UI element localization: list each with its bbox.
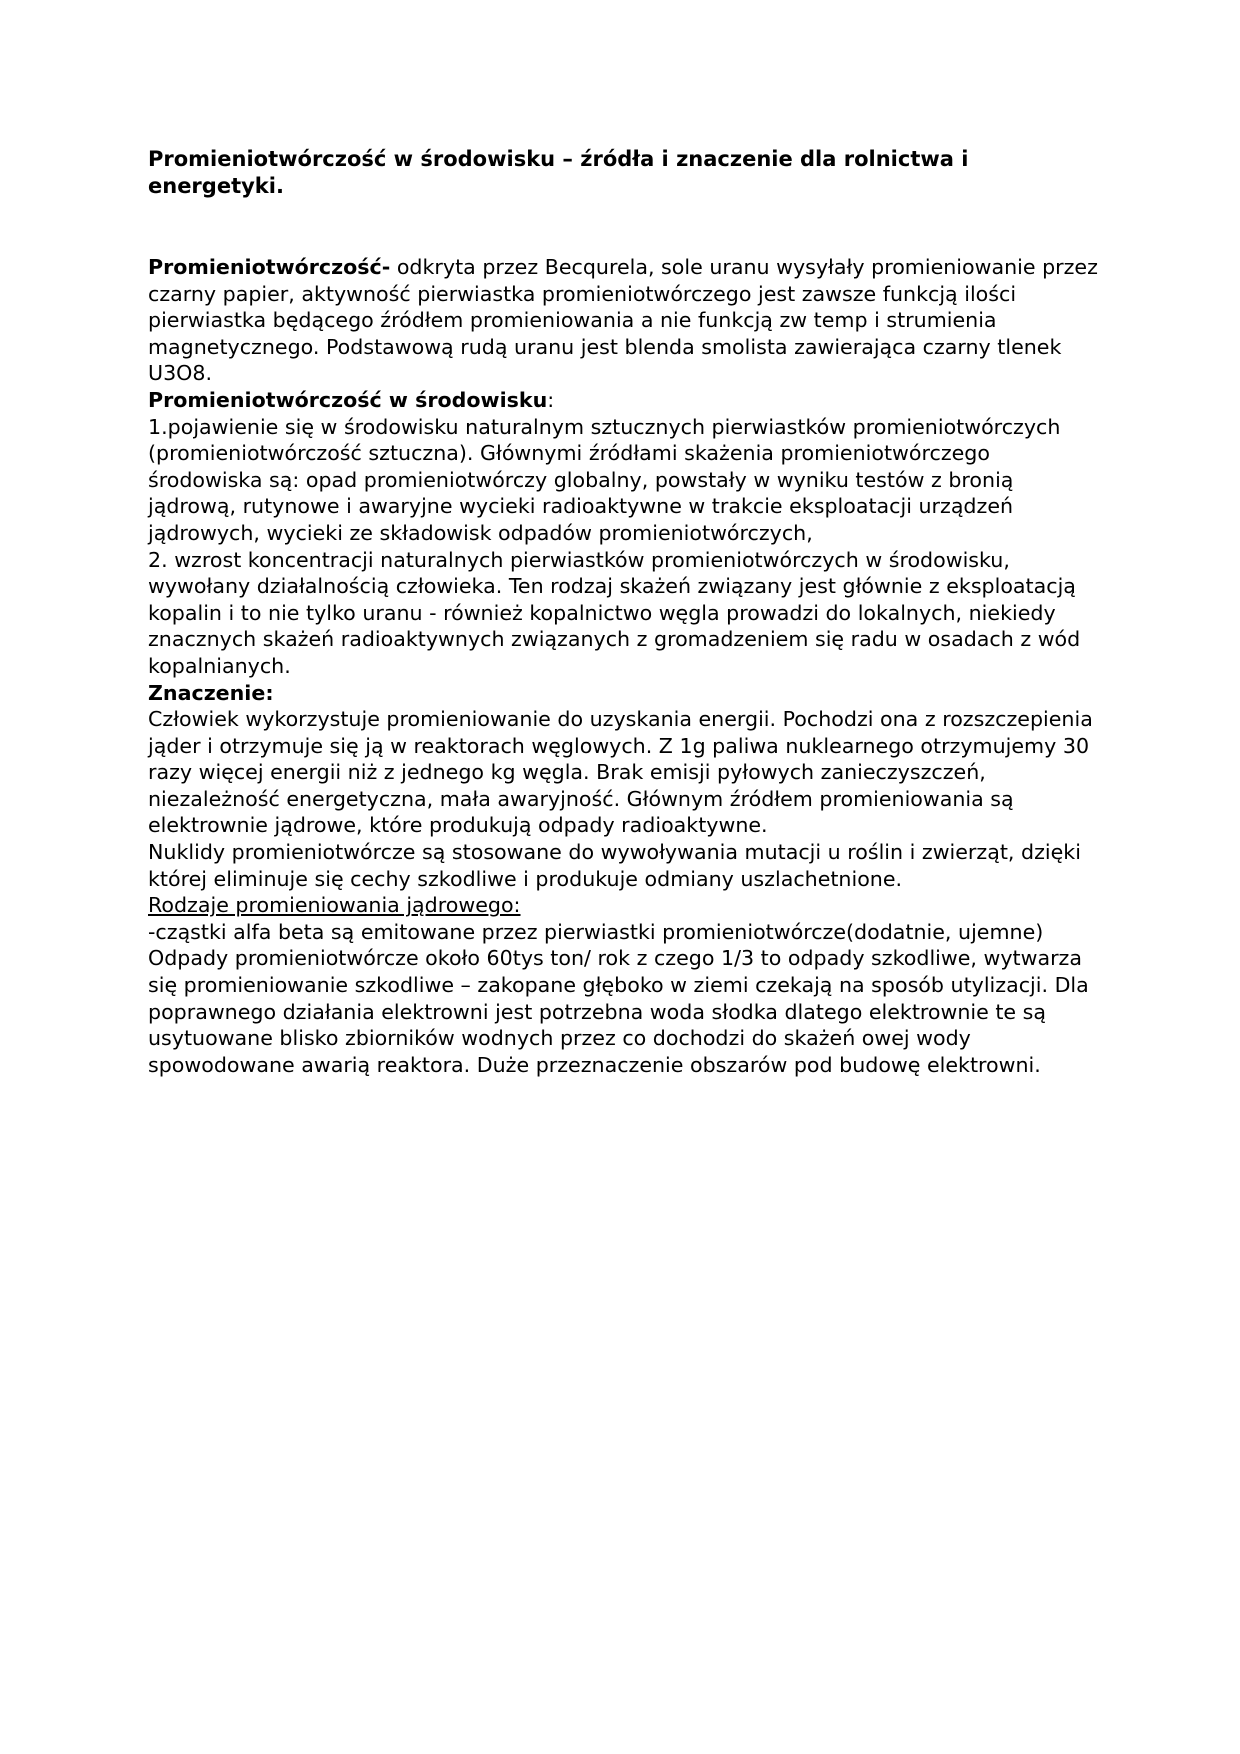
document-title: Promieniotwórczość w środowisku – źródła i znaczenie dla rolnictwa i energetyki.: [148, 147, 969, 198]
intro-text: odkryta przez Becqurela, sole uranu wysyłały promieniowanie przez czarny papier, aktywność pierwiastka promieniotwórczego jest zawsze funkcją ilości pierwiastka będącego źródłem promieniowania a nie funkcją zw temp i strumienia magnetycznego. Podstawową rudą uranu jest blenda smolista zawierająca czarny tlenek U3O8.: [148, 255, 1098, 386]
significance-heading: Znaczenie:: [148, 680, 274, 705]
env-heading-colon: :: [547, 387, 555, 412]
env-section-heading: [148, 387, 1098, 414]
significance-paragraph-2: Nuklidy promieniotwórcze są stosowane do wywoływania mutacji u roślin i zwierząt, dzięki której eliminuje się cechy szkodliwe i produkuje odmiany uszlachetnione.: [148, 840, 1081, 891]
significance-paragraph-1: Człowiek wykorzystuje promieniowanie do uzyskania energii. Pochodzi ona z rozszczepienia jąder i otrzymuje się ją w reaktorach węglowych. Z 1g paliwa nuklearnego otrzymujemy 30 razy więcej energii niż z jednego kg węgla. Brak emisji pyłowych zanieczyszczeń, niezależność energetyczna, mała awaryjność. Głównym źródłem promieniowania są elektrownie jądrowe, które produkują odpady radioaktywne.: [148, 707, 1093, 838]
radiation-types-heading-line: [148, 892, 1098, 919]
radiation-types-heading: Rodzaje promieniowania jądrowego:: [148, 893, 521, 918]
document-body: [148, 254, 1098, 1078]
intro-paragraph: [148, 254, 1098, 387]
env-item-1: 1.pojawienie się w środowisku naturalnym sztucznych pierwiastków promieniotwórczych (promieniotwórczość sztuczna). Głównymi źródłami skażenia promieniotwórczego środowiska są: opad promieniotwórczy globalny, powstały w wyniku testów z bronią jądrową, rutynowe i awaryjne wycieki radioaktywne w trakcie eksploatacji urządzeń jądrowych, wycieki ze składowisk odpadów promieniotwórczych,: [148, 414, 1061, 545]
intro-term: Promieniotwórczość-: [148, 255, 391, 279]
env-heading-text: Promieniotwórczość w środowisku: [148, 387, 548, 412]
significance-paragraph-3: -cząstki alfa beta są emitowane przez pierwiastki promieniotwórcze(dodatnie, ujemne): [148, 919, 1044, 944]
significance-paragraph-4: Odpady promieniotwórcze około 60tys ton/ rok z czego 1/3 to odpady szkodliwe, wytwarza się promieniowanie szkodliwe – zakopane głęboko w ziemi czekają na sposób utylizacji. Dla poprawnego działania elektrowni jest potrzebna woda słodka dlatego elektrownie te są usytuowane blisko zbiorników wodnych przez co dochodzi do skażeń owej wody spowodowane awarią reaktora. Duże przeznaczenie obszarów pod budowę elektrowni.: [148, 946, 1089, 1077]
env-item-2: 2. wzrost koncentracji naturalnych pierwiastków promieniotwórczych w środowisku, wywołany działalnością człowieka. Ten rodzaj skażeń związany jest głównie z eksploatacją kopalin i to nie tylko uranu - również kopalnictwo węgla prowadzi do lokalnych, niekiedy znacznych skażeń radioaktywnych związanych z gromadzeniem się radu w osadach z wód kopalnianych.: [148, 547, 1081, 678]
